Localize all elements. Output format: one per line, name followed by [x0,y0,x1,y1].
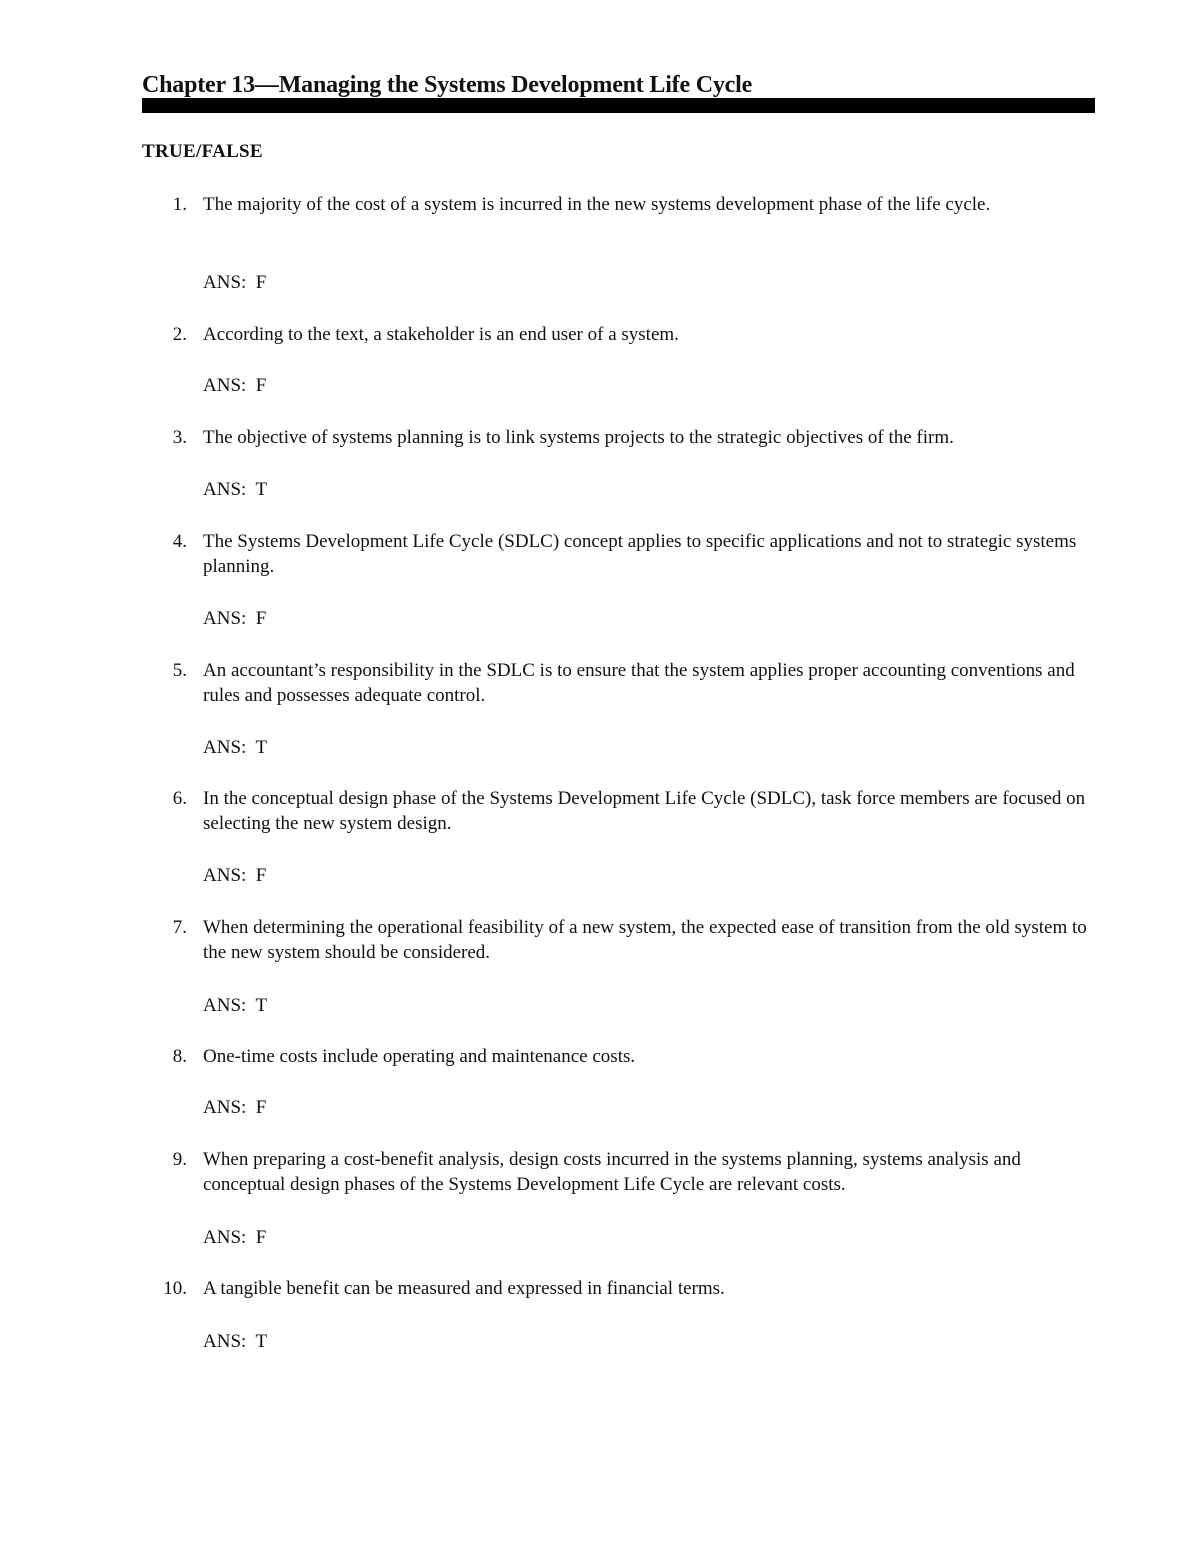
answer-label: ANS: [203,995,247,1016]
answer-line [203,1095,266,1120]
question-number: 1. [172,194,187,215]
answer-line [203,1329,267,1354]
question-number: 5. [172,660,187,681]
question-text: A tangible benefit can be measured and expressed in financial terms. [203,1278,725,1299]
answer-label: ANS: [203,479,247,500]
question-text: The objective of systems planning is to link systems projects to the strategic objectives of the firm. [203,427,954,448]
answer-line [203,270,266,295]
question-text: One-time costs include operating and maintenance costs. [203,1046,636,1067]
question-text: An accountant’s responsibility in the SDLC is to ensure that the system applies proper accounting conventions and rules and possesses adequate control. [203,660,1075,706]
answer-line [203,373,266,398]
answer-label: ANS: [203,865,247,886]
answer-value: T [255,737,268,758]
question-text: The majority of the cost of a system is incurred in the new systems development phase of the life cycle. [203,194,991,215]
question-number: 7. [172,917,187,938]
question-number: 6. [172,788,187,809]
answer-value: F [255,272,267,293]
answer-line [203,863,266,888]
question-text: When preparing a cost-benefit analysis, design costs incurred in the systems planning, systems analysis and conceptual design phases of the Systems Development Life Cycle are relevant costs. [203,1149,1021,1195]
answer-label: ANS: [203,1331,247,1352]
answer-value: T [255,479,268,500]
question-text: When determining the operational feasibility of a new system, the expected ease of transition from the old system to the new system should be considered. [203,917,1087,963]
answer-value: F [255,1097,267,1118]
answer-line [203,477,267,502]
section-heading: TRUE/FALSE [142,141,263,162]
answer-line [203,606,266,631]
question-text: According to the text, a stakeholder is an end user of a system. [203,324,679,345]
question-text: The Systems Development Life Cycle (SDLC) concept applies to specific applications and not to strategic systems planning. [203,531,1077,577]
answer-label: ANS: [203,272,247,293]
answer-value: T [255,995,268,1016]
question-number: 2. [172,324,187,345]
question-text: In the conceptual design phase of the Systems Development Life Cycle (SDLC), task force members are focused on selecting the new system design. [203,788,1086,834]
answer-line [203,993,267,1018]
answer-label: ANS: [203,737,247,758]
answer-label: ANS: [203,608,247,629]
answer-value: F [255,608,267,629]
answer-line [203,1225,266,1250]
question-number: 8. [172,1046,187,1067]
question-number: 3. [172,427,187,448]
answer-value: F [255,375,267,396]
question-number: 9. [172,1149,187,1170]
answer-value: F [255,865,267,886]
answer-value: T [255,1331,268,1352]
answer-value: F [255,1227,267,1248]
page-title: Chapter 13—Managing the Systems Development Life Cycle [142,72,753,98]
question-number: 10. [163,1278,187,1299]
question-number: 4. [172,531,187,552]
answer-line [203,735,267,760]
answer-label: ANS: [203,375,247,396]
answer-label: ANS: [203,1097,247,1118]
answer-label: ANS: [203,1227,247,1248]
